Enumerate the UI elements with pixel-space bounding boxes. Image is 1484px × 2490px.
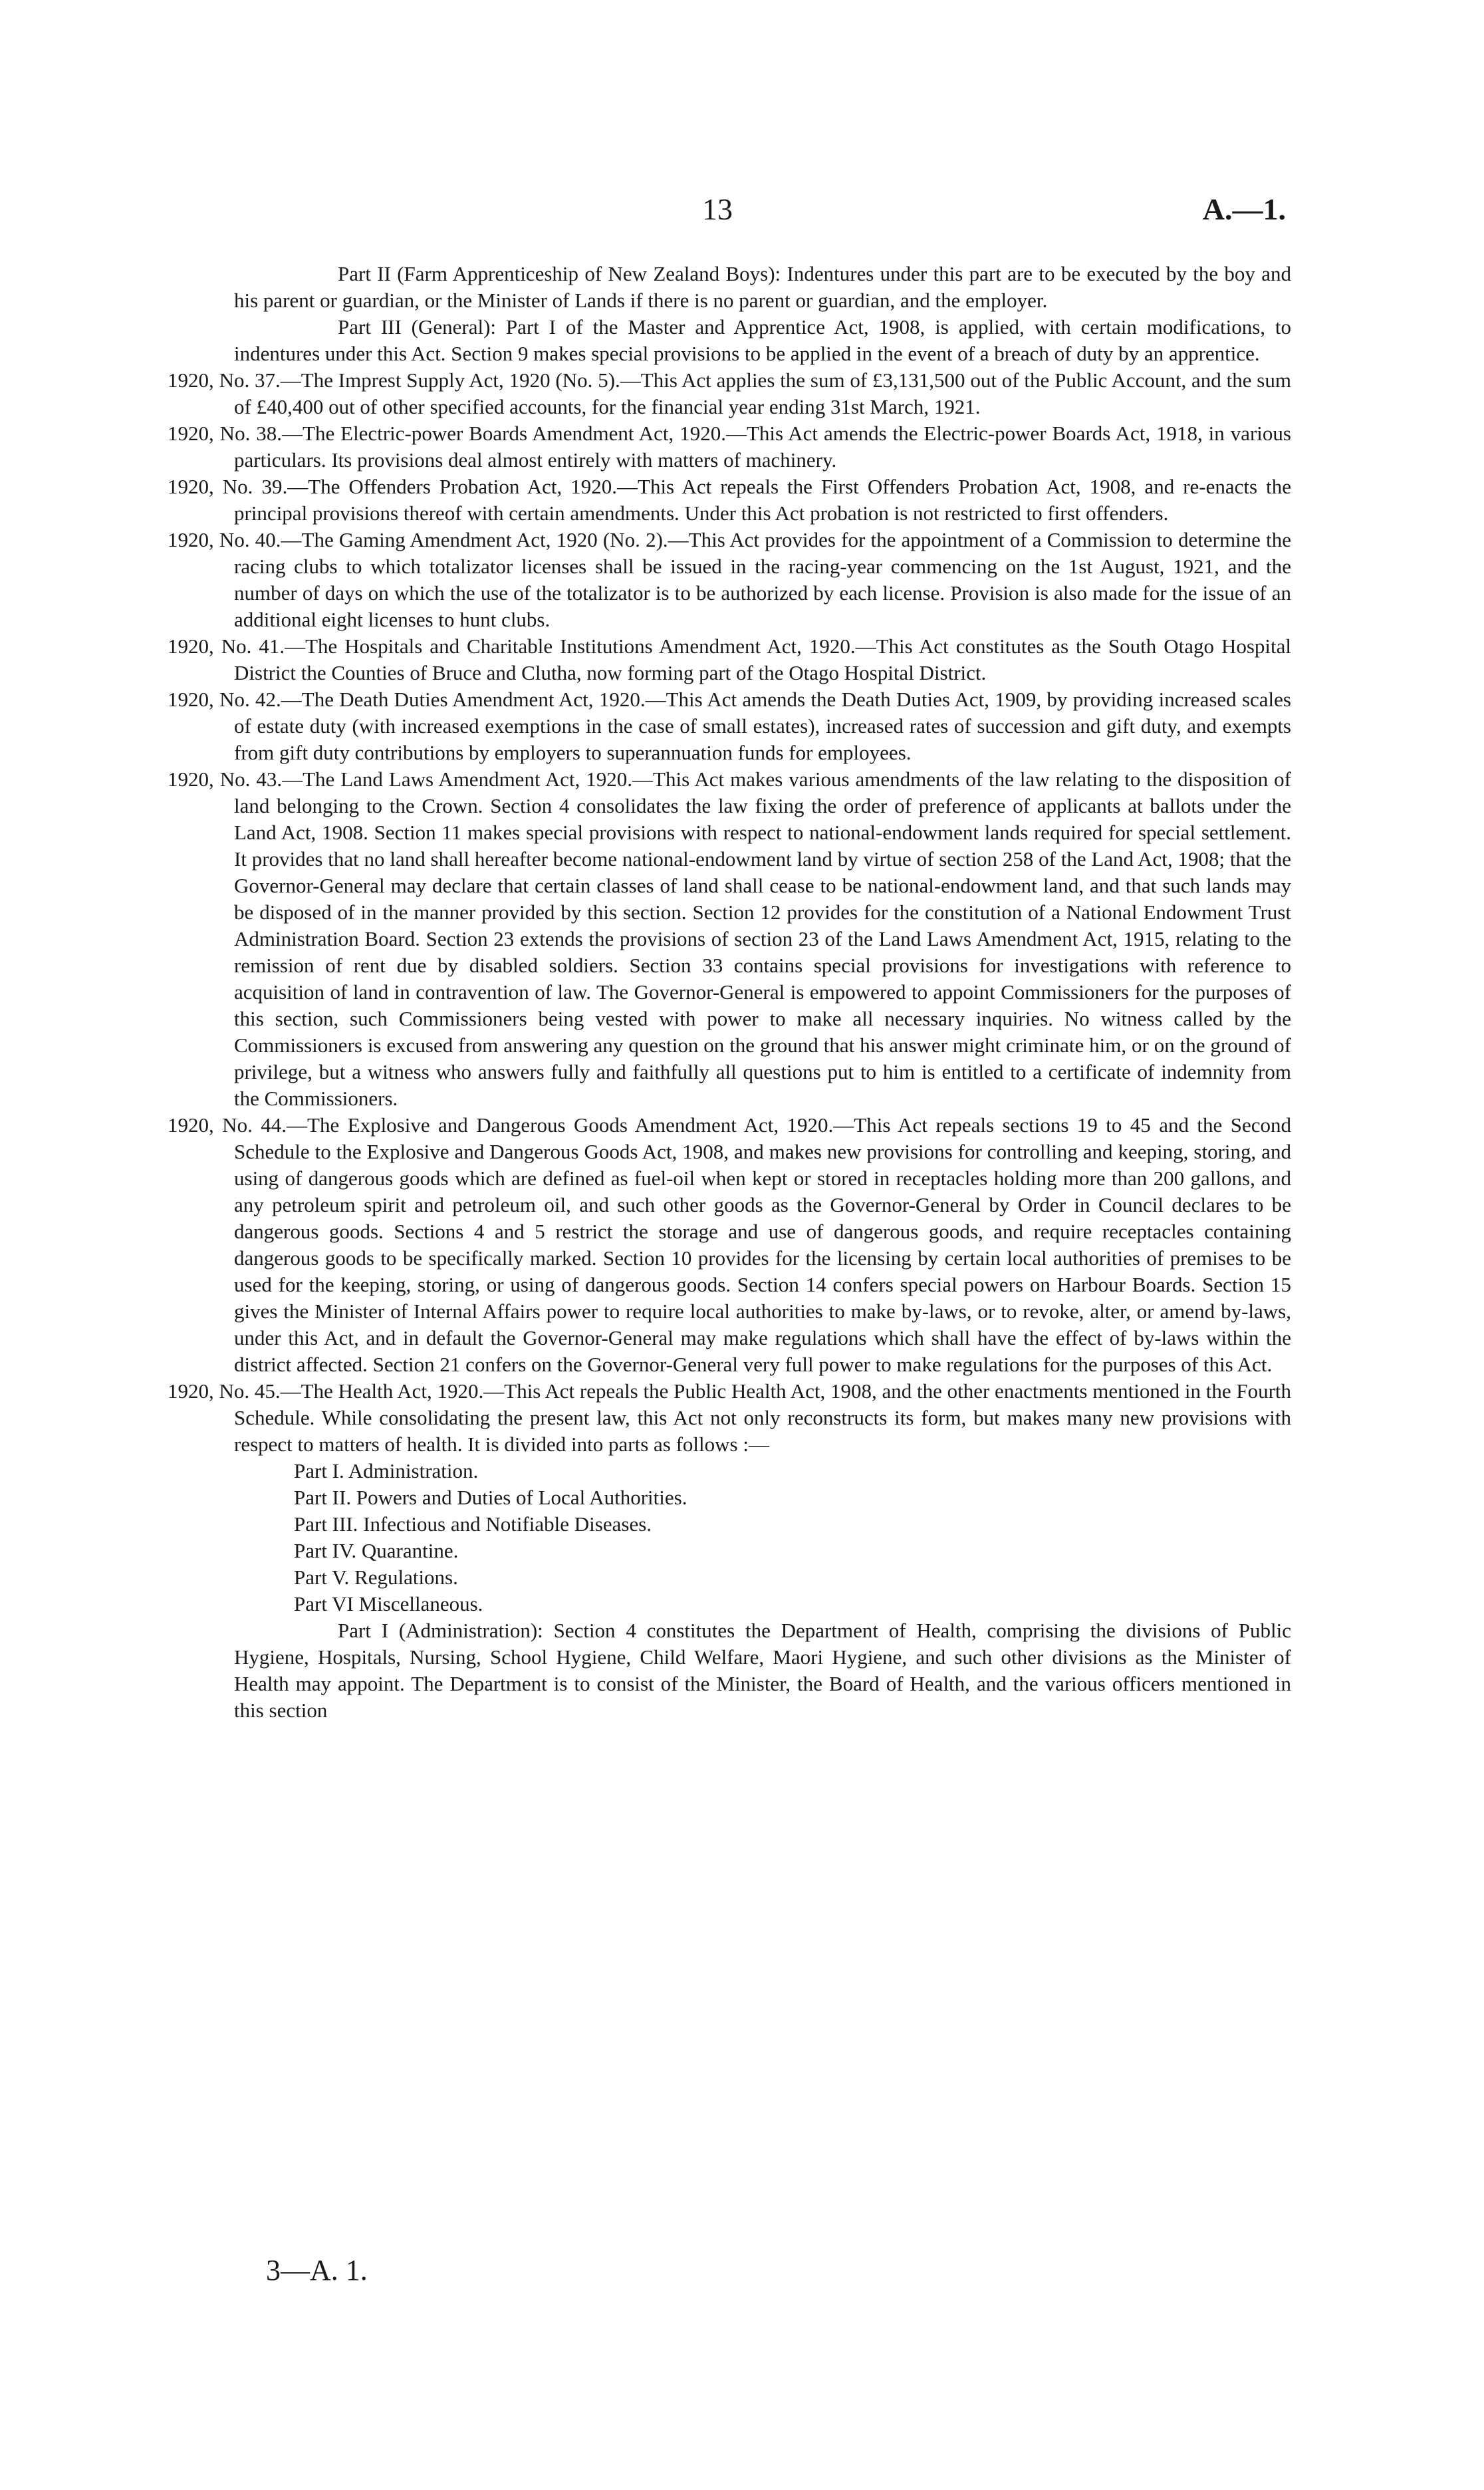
paragraph-act-38: 1920, No. 38.—The Electric-power Boards Amendment Act, 1920.—This Act amends the Electric-power Boards Act, 1918, in various particulars. Its provisions deal almost entirely with matters of machinery. bbox=[168, 422, 1291, 472]
paragraph-part-iii: Part III (General): Part I of the Master and Apprentice Act, 1908, is applied, with certain modifications, to indentures under this Act. Section 9 makes special provisions to be applied in the event of a breach of duty by an apprentice. bbox=[234, 315, 1291, 365]
footer-signature: 3—A. 1. bbox=[266, 2254, 368, 2286]
list-item: Part II. Powers and Duties of Local Authorities. bbox=[294, 1486, 687, 1509]
list-item: Part VI Miscellaneous. bbox=[294, 1592, 483, 1615]
body-text bbox=[168, 261, 1291, 1724]
list-item: Part IV. Quarantine. bbox=[294, 1539, 459, 1562]
list-item: Part V. Regulations. bbox=[294, 1566, 458, 1589]
paragraph-part-ii: Part II (Farm Apprenticeship of New Zealand Boys): Indentures under this part are to be executed by the boy and his parent or guardian, or the Minister of Lands if there is no parent or guardian, and the employer. bbox=[234, 262, 1291, 312]
list-item: Part I. Administration. bbox=[294, 1459, 479, 1482]
paragraph-act-42: 1920, No. 42.—The Death Duties Amendment Act, 1920.—This Act amends the Death Duties Act, 1909, by providing increased scales of estate duty (with increased exemptions in the case of small estates), increased rates of succession and gift duty, and exempts from gift duty contributions by employers to superannuation funds for employees. bbox=[168, 688, 1291, 764]
paragraph-act-45: 1920, No. 45.—The Health Act, 1920.—This Act repeals the Public Health Act, 1908, and the other enactments mentioned in the Fourth Schedule. While consolidating the present law, this Act not only reconstructs its form, but makes many new provisions with respect to matters of health. It is divided into parts as follows :— bbox=[168, 1379, 1292, 1456]
paragraph-act-40: 1920, No. 40.—The Gaming Amendment Act, 1920 (No. 2).—This Act provides for the appointment of a Commission to determine the racing clubs to which totalizator licenses shall be issued in the racing-year commencing on the 1st August, 1921, and the number of days on which the use of the totalizator is to be authorized by each license. Provision is also made for the issue of an additional eight licenses to hunt clubs. bbox=[168, 528, 1291, 631]
paragraph-act-41: 1920, No. 41.—The Hospitals and Charitable Institutions Amendment Act, 1920.—This Act constitutes as the South Otago Hospital District the Counties of Bruce and Clutha, now forming part of the Otago Hospital District. bbox=[168, 634, 1291, 684]
paragraph-act-37: 1920, No. 37.—The Imprest Supply Act, 1920 (No. 5).—This Act applies the sum of £3,131,500 out of the Public Account, and the sum of £40,400 out of other specified accounts, for the financial year ending 31st March, 1921. bbox=[168, 368, 1291, 418]
document-reference: A.—1. bbox=[1202, 192, 1286, 226]
paragraph-act-39: 1920, No. 39.—The Offenders Probation Act, 1920.—This Act repeals the First Offenders Probation Act, 1908, and re-enacts the principal provisions thereof with certain amendments. Under this Act probation is not restricted to first offenders. bbox=[168, 475, 1291, 525]
list-item: Part III. Infectious and Notifiable Diseases. bbox=[294, 1512, 652, 1536]
paragraph-part-i-administration: Part I (Administration): Section 4 constitutes the Department of Health, comprising the divisions of Public Hygiene, Hospitals, Nursing, School Hygiene, Child Welfare, Maori Hygiene, and such other divisions as the Minister of Health may appoint. The Department is to consist of the Minister, the Board of Health, and the various officers mentioned in this section bbox=[234, 1619, 1291, 1722]
health-act-parts-list bbox=[168, 1458, 1291, 1617]
paragraph-act-44: 1920, No. 44.—The Explosive and Dangerous Goods Amendment Act, 1920.—This Act repeals sections 19 to 45 and the Second Schedule to the Explosive and Dangerous Goods Act, 1908, and makes new provisions for controlling and keeping, storing, and using of dangerous goods which are defined as fuel-oil when kept or stored in receptacles holding more than 200 gallons, and any petroleum spirit and petroleum oil, and such other goods as the Governor-General by Order in Council declares to be dangerous goods. Sections 4 and 5 restrict the storage and use of dangerous goods, and require receptacles containing dangerous goods to be specifically marked. Section 10 provides for the licensing by certain local authorities of premises to be used for the keeping, storing, or using of dangerous goods. Section 14 confers special powers on Harbour Boards. Section 15 gives the Minister of Internal Affairs power to require local authorities to make by-laws, or to revoke, alter, or amend by-laws, under this Act, and in default the Governor-General may make regulations which shall have the effect of by-laws within the district affected. Section 21 confers on the Governor-General very full power to make regulations for the purposes of this Act. bbox=[168, 1113, 1291, 1376]
page-header bbox=[0, 192, 1484, 245]
page-number: 13 bbox=[702, 192, 733, 226]
paragraph-act-43: 1920, No. 43.—The Land Laws Amendment Act, 1920.—This Act makes various amendments of the law relating to the disposition of land belonging to the Crown. Section 4 consolidates the law fixing the order of preference of applicants at ballots under the Land Act, 1908. Section 11 makes special provisions with respect to national-endowment lands required for special settlement. It provides that no land shall hereafter become national-endowment land by virtue of section 258 of the Land Act, 1908; that the Governor-General may declare that certain classes of land shall cease to be national-endowment land, and that such lands may be disposed of in the manner provided by this section. Section 12 provides for the constitution of a National Endowment Trust Administration Board. Section 23 extends the provisions of section 23 of the Land Laws Amendment Act, 1915, relating to the remission of rent due by disabled soldiers. Section 33 contains special provisions for investigations with reference to acquisition of land in contravention of law. The Governor-General is empowered to appoint Commissioners for the purposes of this section, such Commissioners being vested with power to make all necessary inquiries. No witness called by the Commissioners is excused from answering any question on the ground that his answer might criminate him, or on the ground of privilege, but a witness who answers fully and faithfully all questions put to him is entitled to a certificate of indemnity from the Commissioners. bbox=[168, 767, 1291, 1110]
